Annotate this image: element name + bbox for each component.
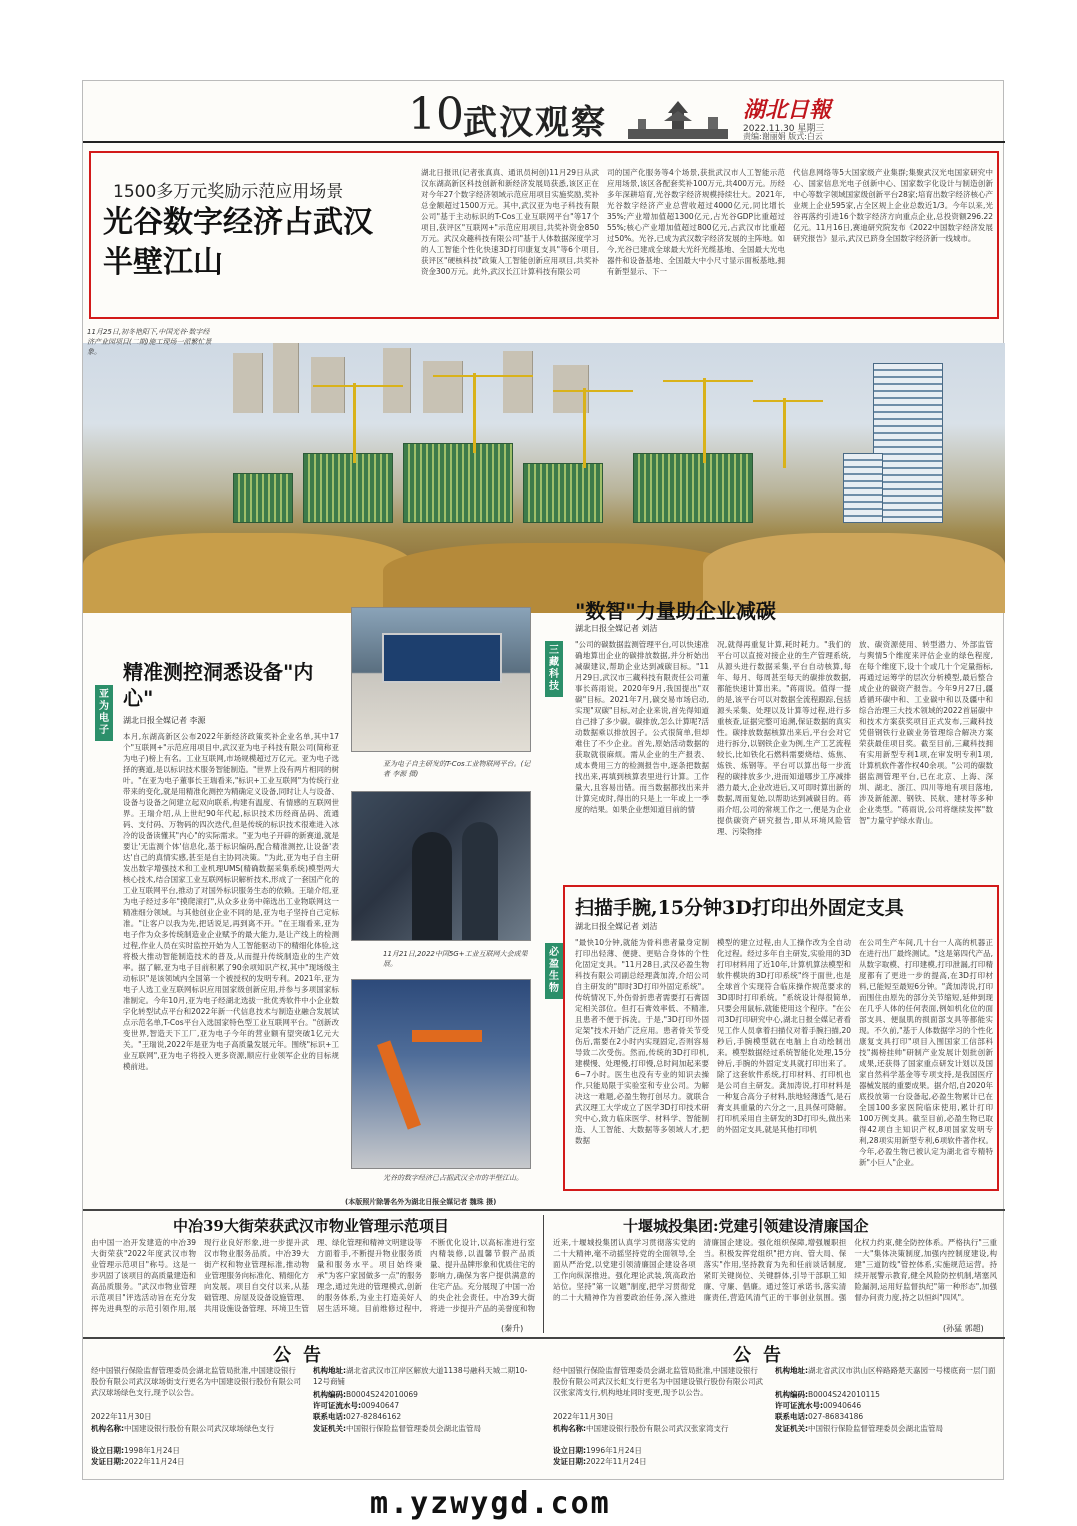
background-building — [233, 353, 263, 413]
shiyan-credit: (孙猛 郭超) — [943, 1324, 984, 1333]
masthead — [83, 81, 1005, 143]
notice-left-date: 2022年11月30日 — [91, 1412, 152, 1421]
digital-body-1: "公司的碳数据监测管理平台,可以快速准确地算出企业的碳排放数据,并分析始出减碳建议,帮助企业达到减碳目标。"11月29日,武汉市三藏科技有限责任公司董事长蒋雨说。2020年9月,我国提出"双碳"目标。2021年7月,碳交易市场启动,实现"双碳"目标,对企业来说,首先得知道自己排了多少碳。碳排放,怎么计算呢?活动数据乘以排放因子。公式很简单,但却难住了不少企业。首先,原始活动数据的获取就很麻烦。需从企业的生产报表、成本费用三方的检测报告中,逐条把数据找出来,再填到核算表里进行计算。工作量大,且容易出错。而当数据都找出来并计算完成时,得出的只是上一年或上一季度的结果。如果企业想知道目前的情 — [575, 640, 709, 814]
crane-jib — [753, 400, 823, 402]
section-title: 武汉观察 — [463, 103, 607, 143]
notice-right-tel: 联系电话:027-86834186 — [775, 1412, 864, 1421]
scan-byline: 湖北日报全媒记者 刘洁 — [575, 922, 658, 931]
footer-url[interactable]: m.yzwygd.com — [370, 1486, 611, 1521]
digital-byline: 湖北日报全媒记者 刘洁 — [575, 624, 658, 633]
display-screen — [382, 633, 502, 683]
lead-column-3: 代信息网络等5大国家级产业集群;集聚武汉光电国家研究中心、国家信息光电子创新中心、国家数字化设计与制造创新中心等数字领域国家级创新平台28家;培育出数字经济核心产业规上企业595家,占全区规上企业总数近1/3。今年以来,光谷再落约引进16个数字经济方向重点企业,总投资额296.22亿元。11月16日,赛迪研究院发布《2022中国数字经济发展研究报告》显示,武汉已跻身全国数字经济新一线城市。 — [793, 168, 993, 243]
newspaper-logo: 湖北日報 — [743, 97, 832, 123]
notice-right-lic: 许可证流水号:00940646 — [775, 1401, 862, 1410]
company-tag-biying: 必盈生物 — [545, 943, 563, 999]
zhongye-headline: 中冶39大街荣获武汉市物业管理示范项目 — [173, 1217, 449, 1235]
building-under-construction — [403, 443, 513, 523]
notice-left-pub: 发证日期:2022年11月24日 — [91, 1457, 185, 1466]
tower-crane — [353, 383, 356, 463]
background-building — [273, 343, 299, 413]
photo-caption-2: 11月21日,2022中国5G+工业互联网大会成果展。 — [383, 950, 528, 968]
crane-jib — [553, 390, 633, 392]
notice-left-org: 机构名称:中国建设银行股份有限公司武汉球场绿色支行 — [91, 1424, 274, 1433]
background-building — [423, 361, 463, 413]
notice-left-text: 经中国银行保险监督管理委员会湖北监管局批准,中国建设银行股份有限公司武汉球场街支行更名为中国建设银行股份有限公司武汉球场绿色支行,现予以公告。 — [91, 1366, 301, 1397]
scan-body-3: 在公司生产车间,几十台一人高的机器正在进行出厂最终测试。"这是第四代产品,从数字取模、打印建模,打印泄漏,打印精度都有了更进一步的提高,在3D打印材料,已能短至最短6分钟。"龚加涛说,打印而围住由原先的部分关节缩短,延伸到现在几乎人体的任何表面,例如机化位的面部支具、便鼠肌的损面部支具等都能实现。不久前,"基于人体数据学习的个性化康复支具打印"项目入围国家工信部科技"揭榜挂帅"研制产业发展计划批创新成果,还获得了国家重点研发计划以及国家自然科学基金等专项支持,是我国医疗器械发展的重要成果。据介绍,自2020年底投放第一台设备起,必盈生物累计已在全国100多家医院临床使用,累计打印100万例支具。截至目前,必盈生物已取得42项自主知识产权,8项国家发明专利,28项实用新型专利,6项软件著作权。今年,必盈生物已被认定为湖北省专精特新"小巨人"企业。 — [859, 938, 993, 1167]
notice-right-est: 设立日期:1996年1月24日 — [553, 1446, 642, 1455]
notice-left — [91, 1365, 535, 1475]
column-divider — [543, 1215, 544, 1333]
precise-headline: 精准测控洞悉设备"内心" — [123, 660, 314, 710]
digital-body-2: 况,就得再重复计算,耗时耗力。"我们的平台可以直接对接企业的生产管理系统,从源头进行数据采集,平台自动核算,每年、每月、每周甚至每天的碳排放数据,都能快速计算出来。"蒋雨说。值得一提的是,该平台可以对数据全流程跟踪,包括源头采集、处理以及计算等过程,进行多重核查,证据完整可追溯,保证数据的真实性。碳排放数据核算出来后,平台会对它进行拆分,以钢铁企业为例,生产工艺流程较长,比如铁化石燃料需要烧结、炼焦、炼铁、炼钢等。平台可以算出每一步流程的碳排放多少,进而知道哪步工序减排潜力最大,企业改进后,又可即时算出新的数据,周而复始,以帮助达到减碳目的。蒋雨介绍,公司的常规工作之一,便是为企业提供碳资产研究报告,即从环境风险管理、污染物排 — [717, 640, 851, 836]
background-building — [383, 348, 411, 413]
visitor-figure — [462, 822, 498, 941]
crane-jib — [313, 385, 403, 387]
zhongye-body: 由中国一冶开发建造的中冶39大街荣获"2022年度武汉市物业管理示范项目"称号。这是一步巩固了该项目的高质量建造和高品质服务。"武汉市物业管理示范项目"评选活动旨在充分发挥先进典型的示范引领作用,展现行业良好形象,进一步提升武汉市物业服务品质。中冶39大街产权和物业管理标准,推动物业管理服务向标准化、精细化方向发展。项目自交付以来,从基础管理、房屋及设备设施管理、共用设施设备管理、环境卫生管理、绿化管理和精神文明建设等方面着手,不断提升物业服务质量和服务水平。项目始终秉承"为客户家园做多一点"的服务理念,通过先进的管理模式,创新的服务体系,为业主打造美好人居生活环境。目前维修过程中,不断优化设计,以高标准进行室内精装修,以温馨节假产品质量、提升品牌形象和优质住宅的影响力,确保为客户提供满意的住宅产品。充分展现了中国一冶的央企社会责任。中冶39大街将进一步提升产品的美誉度和物 — [91, 1238, 535, 1313]
shiyan-headline: 十堰城投集团:党建引领建设清廉国企 — [623, 1217, 869, 1235]
building-under-construction — [523, 463, 603, 523]
notice-divider — [83, 1337, 1005, 1339]
lead-headline: 光谷数字经济占武汉半壁江山 — [103, 205, 373, 280]
notice-title-right: 公告 — [733, 1345, 793, 1366]
construction-site-photo — [83, 343, 1005, 613]
precise-body: 本月,东湖高新区公布2022年新经济政策奖补企业名单,其中17个"互联网+"示范应用项目中,武汉亚为电子科技有限公司(简称亚为电子)榜上有名。工业互联网,市场规模超过万亿元。亚为电子选择的赛道,是以标识技术服务智能制造。"世界上没有两片相同的树叶。"在亚为电子董事长王瑞看来,"标识+工业互联网"为传统行业带来的变化,就是用精准化测控为精确定义设备,同时让人与设备、设备与设备之间建立起双向联系,构建有温度、有情感的互联网世界。王瑞介绍,从上世纪90年代起,标识技术历经商品码、流通码、支付码、万物码的四次迭代,但是传统的标识技术很难进入冰冷的设备读懂其"内心"的实际需求。"亚为电子开辟的新赛道,就是要让'无监测个体'信息化,基于标识编码,配合精准测控,让设备'表达'自己的真情实感,甚至是自主协同决策。"为此,亚为电子自主研发出数字增强技术和工业机理UMS(精确数据采集系统)模型两大核心技术,结合国家工业互联网标识解析技术,形成了一套国产化的工业互联网平台,推动了对国外标识服务生态的依赖。王瑞介绍,亚为电子经过多年"摸爬滚打",从众多业务中筛选出工业物联网这一精准细分领域。与其他创业企业不同的是,亚为电子坚持自己定标准。"让客户以我为先,把话说足,再到离不开。"在王瑞看来,亚为电子作为众多传统制造业企业赋予的最大能力,是让产线上的检测过程,作业人员在实时监控开始为人工智能驱动下的精细化体验,这将极大推动智能制造技术的普及,从而提升传统制造业的生产效率。据了解,亚为电子目前积累了90余项知识产权,其中"现场级主动标识"是该领域内全国第一个被授权的发明专利。2021年,亚为电子人选工业互联网标识应用国家级创新应用,并参与多项国家标准制定。今年10月,亚为电子经湖北选拔一批优秀软件中小企业数字化转型试点平台和2022年新一代信息技术与制造业融合发展试点示范名单,T-Cos平台入选国家特色型工业互联网平台。"创新改变世界,智造天下工厂,亚为电子今年的营业额有望突破1亿元大关。"王瑞说,2022年是亚为电子高质量发展元年。围绕"标识+工业互联网",亚为电子将投入更多资源,顺应行业领军企业的目标规模前进。 — [123, 732, 339, 1071]
notice-right — [553, 1365, 997, 1475]
issue-date: 2022.11.30 星期三 — [743, 124, 825, 134]
notice-right-addr: 机构地址:湖北省武汉市洪山区梓路路楚天嘉园一号楼底商一层门面 — [775, 1366, 996, 1375]
tower-crane — [473, 373, 476, 453]
notice-right-auth: 发证机关:中国银行保险监督管理委员会湖北监管局 — [775, 1424, 943, 1433]
crane-jib — [663, 380, 753, 382]
zhongye-credit: (秦升) — [501, 1324, 524, 1333]
newspaper-page — [82, 80, 1004, 1480]
robot-arm-photo — [351, 979, 531, 1169]
photo-caption-1: 亚为电子自主研发的T-Cos工业物联网平台。(记者 李源 摄) — [383, 760, 531, 778]
glass-tower — [843, 453, 883, 523]
company-tag-sanzang: 三藏科技 — [545, 641, 563, 697]
lead-kicker: 1500多万元奖励示范应用场景 — [113, 182, 344, 202]
shiyan-body: 近来,十堰城投集团认真学习贯彻落实党的二十大精神,毫不动摇坚持党的全面领导,全面从严治党,以党建引领清廉国企建设各项工作向纵深推进。强化理论武装,筑高政治站位。坚持"第一议题"制度,把学习贯彻党的二十大精神作为首要政治任务,深入推进清廉国企建设。强化组织保障,增强履职担当。积极发挥党组织"把方向、管大局、保落实"作用,坚持教育为先和任前谈话制度,紧盯关键岗位、关键群体,引导干部职工知廉、守廉、倡廉。通过签订承诺书,落实清廉责任,营造风清气正的干事创业氛围。强化权力约束,健全防控体系。严格执行"三重一大"集体决策制度,加强内控制度建设,构建"三道防线"管控体系,实施规范运营。持续开展警示教育,健全风险防控机制,堵塞风险漏洞,运用好监督执纪"第一种形态",加强督办问责力度,持之以恒纠"四风"。 — [553, 1238, 997, 1302]
notice-left-auth: 发证机关:中国银行保险监督管理委员会湖北监管局 — [313, 1424, 481, 1433]
reed-field — [83, 533, 413, 613]
tower-crane — [783, 398, 786, 468]
photo-caption: 11月25日,初冬艳阳下,中国光谷·数字经济产业园项目(二期)施工现场一派繁忙景象。 — [87, 328, 212, 356]
notice-left-tel: 联系电话:027-82846162 — [313, 1412, 402, 1421]
visitor-figure — [412, 832, 452, 941]
building-under-construction — [633, 453, 753, 523]
notice-right-code: 机构编码:B0004S242010115 — [775, 1390, 880, 1399]
page-number: 10 — [408, 89, 464, 140]
photo-caption-3: 光谷的数字经济已占据武汉全市的半壁江山。 — [383, 1174, 523, 1182]
notice-right-text: 经中国银行保险监督管理委员会湖北监管局批准,中国建设银行股份有限公司武汉长虹支行更名为中国建设银行股份有限公司武汉张家湾支行,机构地址同时变更,现予以公告。 — [553, 1366, 763, 1397]
notice-left-addr: 机构地址:湖北省武汉市江岸区解放大道1138号融科天城二期10-12号商铺 — [313, 1366, 528, 1386]
notice-right-pub: 发证日期:2022年11月24日 — [553, 1457, 647, 1466]
notice-right-date: 2022年11月30日 — [553, 1412, 614, 1421]
tower-crane — [703, 378, 706, 463]
company-tag-yawei: 亚为电子 — [95, 685, 113, 741]
scan-body-1: "最快10分钟,就能为骨科患者量身定制打印出轻薄、便捷、更贴合身体的个性化固定支具。"11月28日,武汉必盈生物科技有限公司副总经理龚加涛,介绍公司自主研发的"即时3D打印外固定系统"。传统情况下,外伤骨折患者需要打石膏固定相关部位。但打石膏效率低、不精准,且患者不便于拆洗。于是,"3D打印外固定架"技术开始广泛应用。患者骨关节受伤后,需要在2小时内实现固定,否则容易导致二次受伤。然而,传统的3D打印机,建模慢、处理慢,打印慢,总时间加起来要6~7小时。医生也没有专业的知识去操作,只能局限于实验室和专业公司。为解决这一难题,必盈生物打创尽力。就联合武汉理工大学成立了医学3D打印技术研究中心,致力临床医学、材料学、智能制造、人工智能、大数据等多领域人才,把数据 — [575, 938, 709, 1145]
notice-right-org: 机构名称:中国建设银行股份有限公司武汉张家湾支行 — [553, 1424, 729, 1433]
precise-byline: 湖北日报全媒记者 李源 — [123, 716, 206, 725]
building-under-construction — [233, 473, 293, 523]
scan-body-2: 模型的建立过程,由人工操作改为全自动化过程。经过多年自主研发,实验用的3D打印材料用了近10年,计算机算法模型和软件模块的3D打印系统"终于面世,也是全球首个实现符合临床操作规范要求的3D即时打印系统。"系统设计得很简单,只要会用鼠标,就能使用这个程序。"在公司3D打印研究中心,湖北日报全媒记者看见工作人员拿着扫描仪对着手腕扫描,20秒后,手腕模型就在电脑上自动绘制出来。模型数据经过系统智能化处理,15分钟后,手腕的外固定支具就打印出来了。除了这套软件系统,打印材料、打印机也是公司自主研发。龚加涛说,打印材料是一种复合高分子材料,肤地轻薄透气,是石膏支具重量的六分之一,且具保可降解。打印机采用自主研发的3D打印头,做出来的外固定支具,就是其他打印机 — [717, 938, 851, 1134]
vr-expo-photo — [351, 791, 531, 941]
platform-photo — [351, 607, 531, 752]
section-divider — [83, 1209, 1005, 1211]
robot-arm — [412, 1030, 482, 1042]
tower-crane — [583, 388, 586, 468]
notice-title-left: 公告 — [273, 1345, 333, 1366]
lead-column-1: 湖北日报讯(记者张真真、通讯员柯创)11月29日从武汉东湖高新区科技创新和新经济发展局获悉,该区正在对今年27个数字经济领域示范应用项目实施奖励,奖补总金额超过1500万元。其中,武汉亚为电子科技有限公司"基于主动标识的T-Cos工业互联网平台"等17个项目,获评区"互联网+"示范应用项目,共奖补资金850万元。武汉众趣科技有限公司"基于人体数据深度学习的人工智能个性化快速3D打印康复支具"等6个项目,获评区"硬核科技"政策人工智能创新应用项目,共奖补资金300万元。此外,武汉长江计算科技有限公司 — [421, 168, 599, 276]
crane-jib — [433, 375, 533, 377]
digital-body-3: 放、碳资源使用、转型潜力、外部监管与舆情5个维度来评估企业的绿色程度,在每个维度下,设十个或几十个定量指标,再通过运筹学的层次分析模型,最后整合成企业的碳资产报告。今年9月27日,疆盾循环碳中和、工业碳中和以及疆中和综合治理三大技术领域的2022首届碳中和技术方案获奖项目正式发布,三藏科技凭借钢铁行业碳业务管理综合解决方案荣获最佳项目奖。截至目前,三藏科技拥有实用新型专利1项,在审发明专利1项,计算机软件著作权40余项。"公司的碳数据监测管理平台,已在北京、上海、深圳、湖北、浙江、四川等地有项目落地,涉及新能源、钢铁、民航、建材等多种企业类型。"蒋雨说,公司将继续发挥"数智"力量守护绿水青山。 — [859, 640, 993, 825]
digital-headline: "数智"力量助企业减碳 — [575, 599, 776, 623]
pagoda-skyline-icon — [628, 99, 728, 139]
lead-column-2: 司的国产化服务等4个场景,获批武汉市人工智能示范应用场景,该区各配套奖补100万元,共400万元。历经多年深耕培育,光谷数字经济规模持续壮大。2021年,光谷数字经济产业总营收超过4000亿元,同比增长35%;产业增加值超1300亿元,占光谷GDP比重超过55%;核心产业增加值超过800亿元,占武汉市比重超过50%。光谷,已成为武汉数字经济发展的主阵地。如今,光谷已建成全球最大光纤光缆基地、全国最大光电器件和设备基地、全国最大中小尺寸显示面板基地,拥有新型显示、下一 — [607, 168, 785, 276]
scan-headline: 扫描手腕,15分钟3D打印出外固定支具 — [575, 897, 904, 919]
robot-arm — [377, 1040, 421, 1129]
glass-tower — [873, 363, 943, 523]
building-under-construction — [303, 453, 393, 523]
notice-left-code: 机构编码:B0004S242010069 — [313, 1390, 418, 1399]
editor-line: 责编:谢丽娟 版式:白云 — [743, 132, 823, 141]
notice-left-est: 设立日期:1998年1月24日 — [91, 1446, 180, 1455]
notice-left-lic: 许可证流水号:00940647 — [313, 1401, 400, 1410]
photo-credit: (本版照片除署名外为湖北日报全媒记者 魏珠 摄) — [345, 1198, 497, 1206]
background-building — [503, 351, 533, 413]
